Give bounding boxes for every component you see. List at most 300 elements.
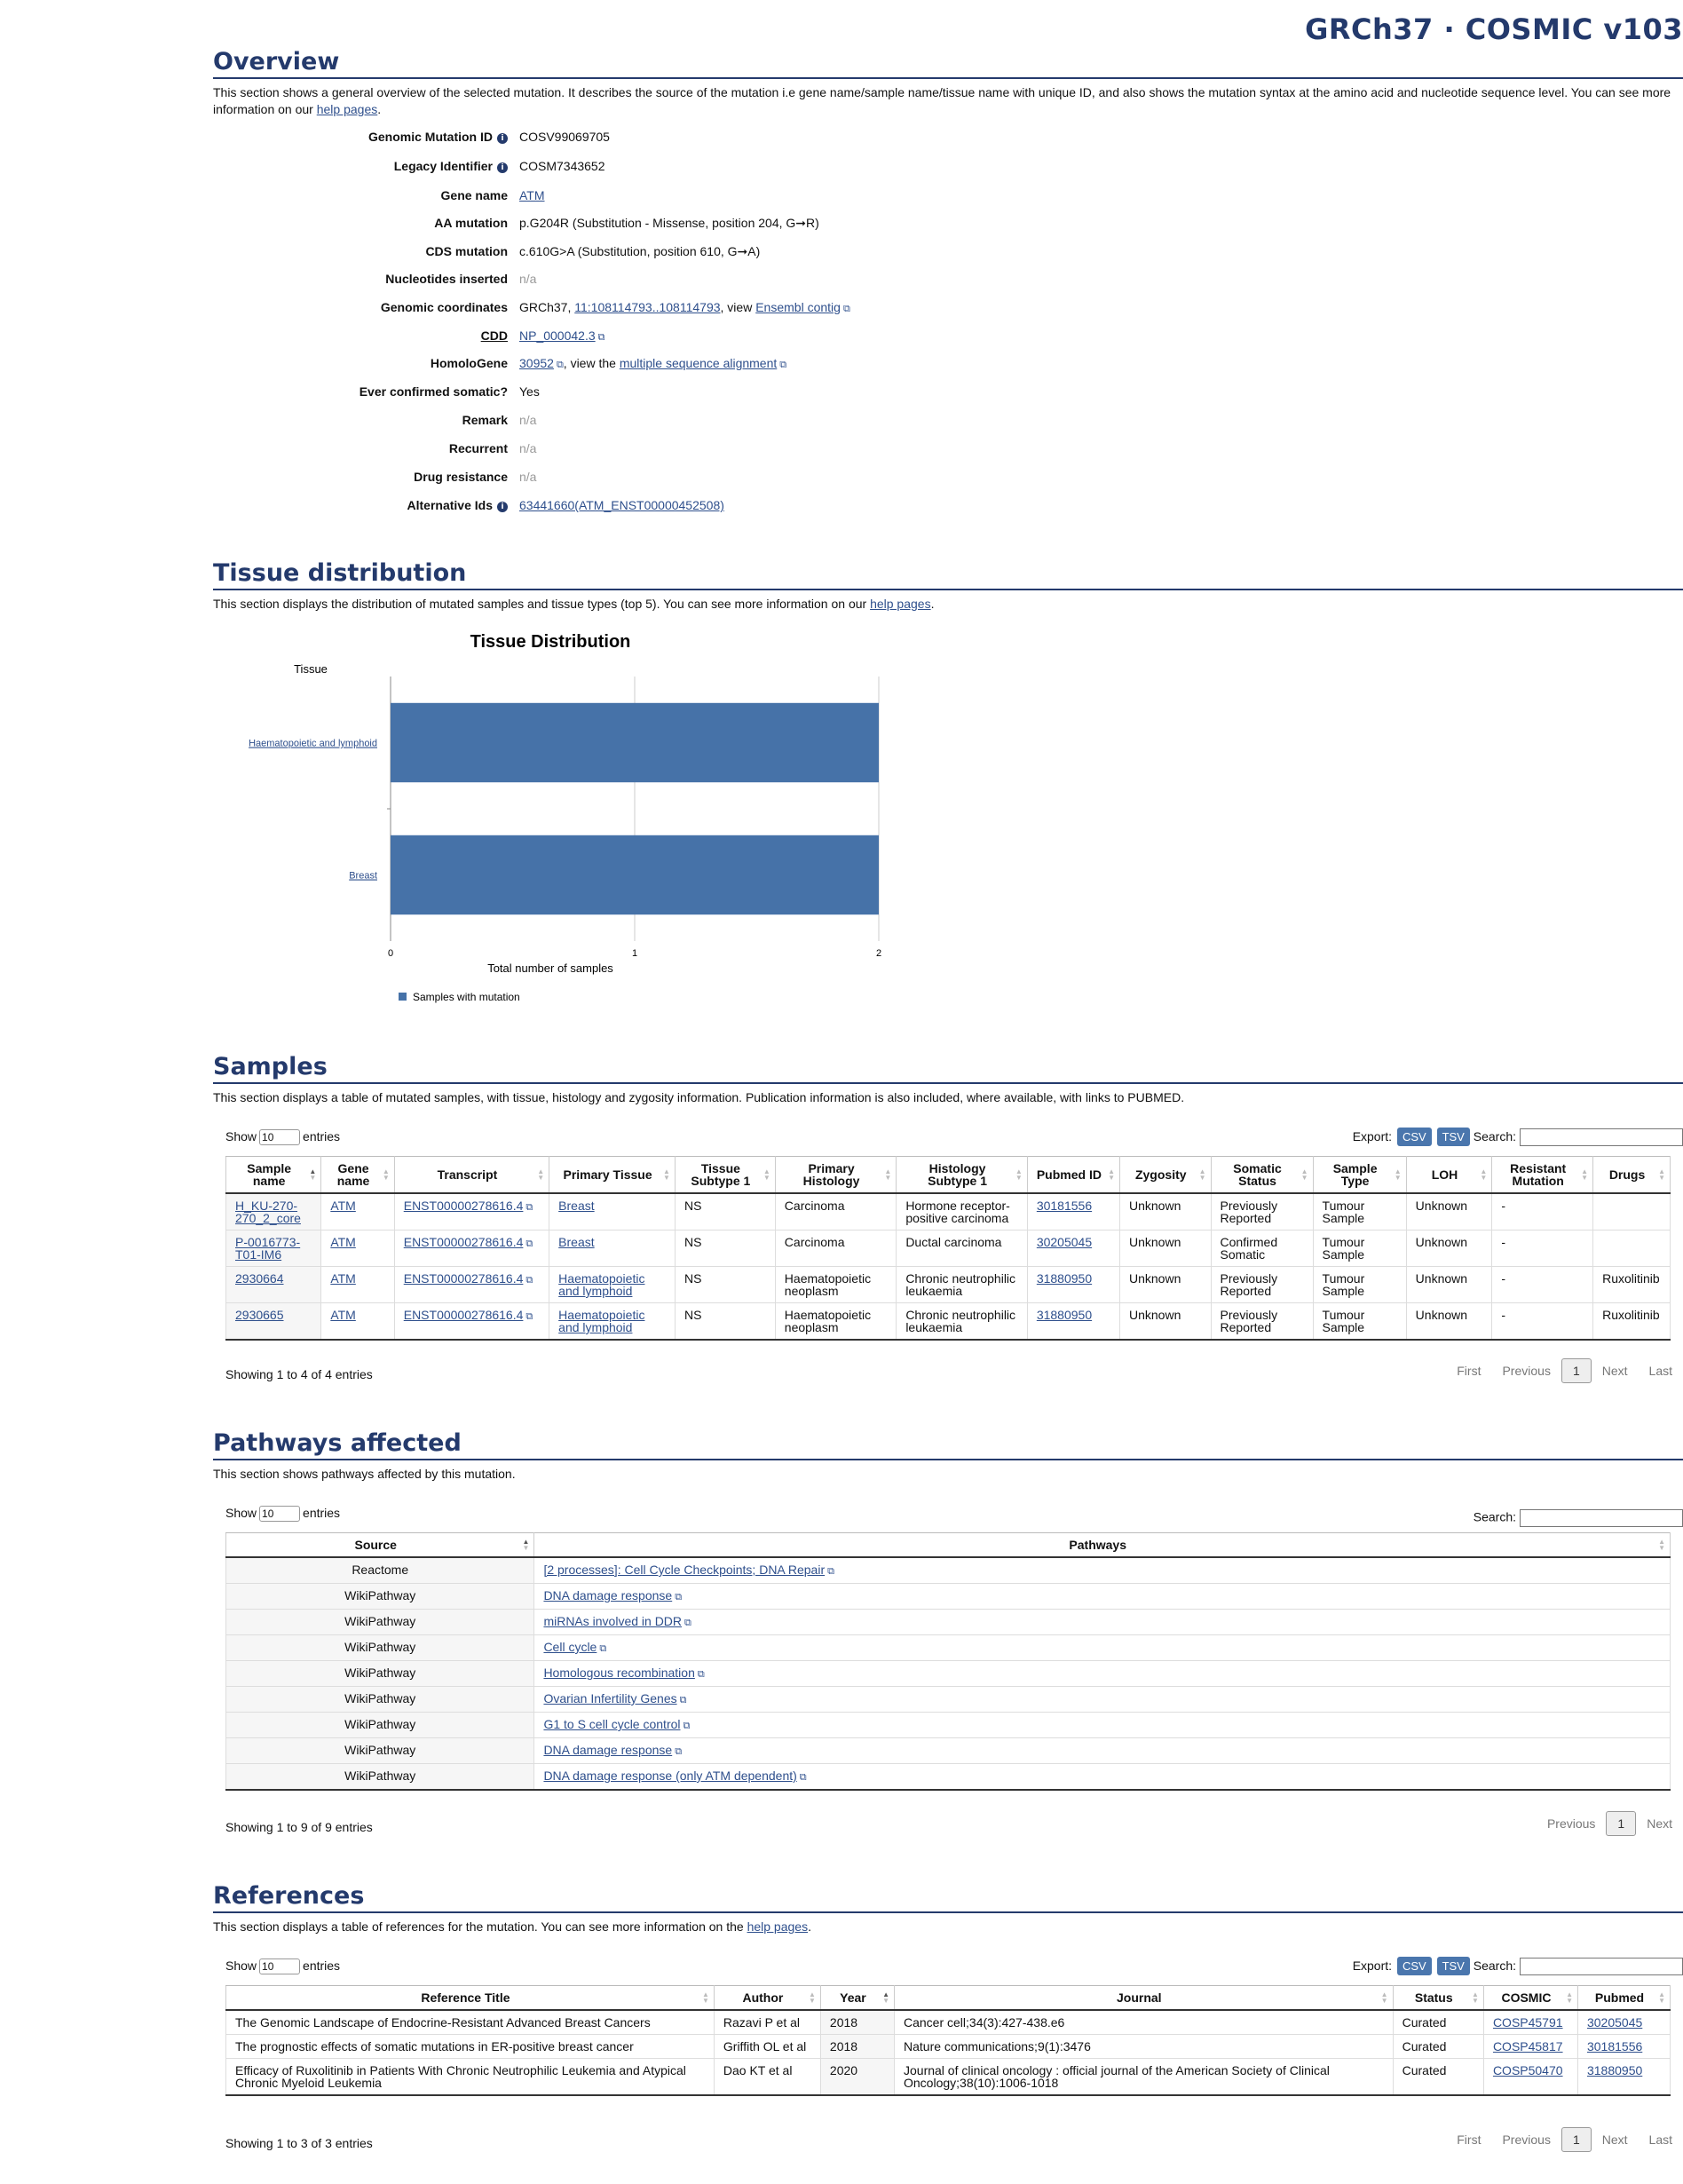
- pathways-description: This section shows pathways affected by this mutation.: [213, 1467, 516, 1481]
- column-header-journal[interactable]: Journal ▲ ▼: [895, 1986, 1394, 2011]
- cell-text: Tumour Sample: [1322, 1308, 1365, 1334]
- table-row: [226, 1738, 1671, 1764]
- gene-name-label: Gene name: [440, 188, 508, 202]
- table-row: [226, 1713, 1671, 1738]
- table-cell: [534, 1584, 1671, 1610]
- cell-link[interactable]: Ovarian Infertility Genes: [543, 1691, 677, 1705]
- cell-link[interactable]: Breast: [558, 1199, 595, 1213]
- alt-ids-link[interactable]: 63441660(ATM_ENST00000452508): [519, 498, 724, 512]
- external-link-icon: ⧉: [697, 1669, 705, 1680]
- tsv-button[interactable]: TSV: [1437, 1957, 1470, 1975]
- column-header-pubmed-id[interactable]: Pubmed ID ▲ ▼: [1027, 1157, 1119, 1194]
- pathways-section: [213, 1429, 1683, 1847]
- alignment-link[interactable]: multiple sequence alignment: [619, 356, 778, 370]
- sort-icon: ▲ ▼: [762, 1167, 770, 1182]
- legacy-id-value: COSM7343652: [519, 159, 605, 173]
- tissue-description: This section displays the distribution of mutated samples and tissue types (top 5). You can see more information on our help pages.: [213, 597, 935, 611]
- cell-text: WikiPathway: [344, 1640, 416, 1654]
- cell-link[interactable]: Haematopoietic and lymphoid: [558, 1271, 645, 1298]
- cell-link[interactable]: 30181556: [1036, 1199, 1093, 1213]
- gene-link[interactable]: ATM: [519, 188, 545, 202]
- references-info: Showing 1 to 3 of 3 entries: [225, 2136, 373, 2150]
- table-cell: [897, 1267, 1028, 1303]
- table-cell: [1211, 1267, 1313, 1303]
- drug-resistance-value: n/a: [519, 470, 537, 484]
- cds-mutation-label: CDS mutation: [425, 244, 508, 258]
- table-cell: [897, 1303, 1028, 1341]
- cell-link[interactable]: ATM: [330, 1308, 356, 1322]
- cell-text: Nature communications;9(1):3476: [904, 2039, 1091, 2053]
- table-cell: [675, 1230, 775, 1267]
- table-cell: [1211, 1303, 1313, 1341]
- sort-icon: ▲ ▼: [1015, 1167, 1023, 1182]
- cell-text: -: [1501, 1271, 1505, 1286]
- table-cell: [1027, 1193, 1119, 1230]
- table-row: [226, 1584, 1671, 1610]
- table-cell: [1313, 1303, 1406, 1341]
- table-cell: [1211, 1230, 1313, 1267]
- ensembl-contig-link[interactable]: Ensembl contig: [755, 300, 841, 314]
- table-cell: [1593, 1230, 1671, 1267]
- page-next[interactable]: Next: [1647, 1816, 1672, 1831]
- alt-ids-label: Alternative Ids: [407, 498, 493, 512]
- column-header-zygosity[interactable]: Zygosity ▲ ▼: [1119, 1157, 1211, 1194]
- aa-mutation-label: AA mutation: [434, 216, 508, 230]
- column-header-primary-tissue[interactable]: Primary Tissue ▲ ▼: [549, 1157, 676, 1194]
- page-next[interactable]: Next: [1601, 1364, 1628, 1378]
- table-cell: [1313, 1193, 1406, 1230]
- external-link-icon: ⧉: [525, 1311, 533, 1322]
- samples-export-search: Export: CSV TSV Search:: [1353, 1128, 1683, 1146]
- cell-link[interactable]: COSP45817: [1492, 2039, 1563, 2053]
- cell-link[interactable]: Cell cycle: [543, 1640, 597, 1654]
- cell-text: Chronic neutrophilic leukaemia: [905, 1308, 1016, 1334]
- table-cell: [226, 2010, 715, 2035]
- references-table: [225, 1985, 1671, 2096]
- cell-text: Griffith OL et al: [723, 2039, 807, 2053]
- tissue-section: [213, 559, 1683, 613]
- table-cell: [1313, 1230, 1406, 1267]
- table-cell: [895, 2010, 1394, 2035]
- column-header-pubmed[interactable]: Pubmed ▲ ▼: [1577, 1986, 1670, 2011]
- column-header-histology-subtype-1[interactable]: Histology Subtype 1 ▲ ▼: [897, 1157, 1028, 1194]
- cell-text: Unknown: [1128, 1271, 1181, 1286]
- cell-text: The Genomic Landscape of Endocrine-Resistant Advanced Breast Cancers: [235, 2015, 651, 2030]
- table-cell: [1577, 2059, 1670, 2096]
- cell-text: Tumour Sample: [1322, 1199, 1365, 1225]
- column-header-status[interactable]: Status ▲ ▼: [1393, 1986, 1483, 2011]
- cell-link[interactable]: 31880950: [1036, 1308, 1093, 1322]
- table-cell: [675, 1303, 775, 1341]
- sort-icon: ▲ ▼: [1472, 1990, 1479, 2005]
- cell-link[interactable]: P-0016773-T01-IM6: [235, 1235, 301, 1262]
- cell-link[interactable]: COSP50470: [1492, 2063, 1563, 2077]
- x-tick-label: 1: [631, 948, 638, 959]
- table-cell: [226, 1687, 534, 1713]
- table-cell: [226, 1584, 534, 1610]
- column-header-source[interactable]: Source ▲ ▼: [226, 1533, 534, 1558]
- references-title: References: [213, 1882, 1683, 1913]
- cell-text: Confirmed Somatic: [1220, 1235, 1278, 1262]
- table-row: [226, 1635, 1671, 1661]
- table-cell: [1593, 1303, 1671, 1341]
- page-1[interactable]: 1: [1561, 2127, 1592, 2152]
- table-row: [226, 1687, 1671, 1713]
- table-cell: [820, 2010, 894, 2035]
- legend-swatch: [399, 993, 407, 1001]
- table-cell: [534, 1635, 1671, 1661]
- page-1[interactable]: 1: [1606, 1811, 1636, 1836]
- coords-link[interactable]: 11:108114793..108114793: [574, 300, 721, 314]
- cell-text: Carcinoma: [784, 1199, 845, 1213]
- external-link-icon: ⧉: [675, 1592, 683, 1602]
- cell-link[interactable]: COSP45791: [1492, 2015, 1563, 2030]
- y-tick-label[interactable]: Breast: [349, 870, 377, 882]
- table-row: [226, 1610, 1671, 1635]
- cell-text: WikiPathway: [344, 1666, 416, 1680]
- table-cell: [534, 1687, 1671, 1713]
- sort-icon: ▲ ▼: [309, 1167, 317, 1182]
- table-cell: [1027, 1267, 1119, 1303]
- cell-text: Unknown: [1128, 1235, 1181, 1249]
- external-link-icon: ⧉: [597, 332, 605, 343]
- cell-text: WikiPathway: [344, 1717, 416, 1731]
- column-header-sample-type[interactable]: Sample Type ▲ ▼: [1313, 1157, 1406, 1194]
- table-cell: [1119, 1230, 1211, 1267]
- table-cell: [226, 1635, 534, 1661]
- aa-mutation-value: p.G204R (Substitution - Missense, position 204, G➞R): [519, 216, 819, 230]
- table-cell: [1393, 2035, 1483, 2059]
- info-icon[interactable]: i: [497, 502, 508, 512]
- cell-text: NS: [683, 1199, 702, 1213]
- cell-link[interactable]: 2930664: [235, 1271, 284, 1286]
- info-icon[interactable]: i: [497, 133, 508, 144]
- remark-value: n/a: [519, 413, 537, 427]
- table-row: [226, 1661, 1671, 1687]
- homologene-link[interactable]: 30952: [519, 356, 554, 370]
- sort-icon: ▲ ▼: [382, 1167, 390, 1182]
- cell-link[interactable]: DNA damage response (only ATM dependent): [543, 1769, 797, 1783]
- cell-link[interactable]: 30181556: [1586, 2039, 1643, 2053]
- cell-text: -: [1501, 1308, 1505, 1322]
- cell-link[interactable]: ATM: [330, 1235, 356, 1249]
- column-header-author[interactable]: Author ▲ ▼: [714, 1986, 820, 2011]
- table-cell: [895, 2059, 1394, 2096]
- references-export-search: Export: CSV TSV Search:: [1353, 1957, 1683, 1975]
- tsv-button[interactable]: TSV: [1437, 1128, 1470, 1146]
- table-row: [226, 1764, 1671, 1791]
- bar-haematopoietic-and-lymphoid[interactable]: [391, 703, 879, 782]
- cell-link[interactable]: H_KU-270-270_2_core: [235, 1199, 301, 1225]
- cell-link[interactable]: 30205045: [1586, 2015, 1643, 2030]
- table-cell: [1027, 1303, 1119, 1341]
- page-previous[interactable]: Previous: [1546, 1816, 1596, 1831]
- y-axis-label: Tissue: [294, 662, 328, 676]
- external-link-icon: ⧉: [779, 360, 787, 370]
- page-previous[interactable]: Previous: [1502, 1364, 1551, 1378]
- y-tick-label[interactable]: Haematopoietic and lymphoid: [249, 738, 377, 749]
- external-link-icon: ⧉: [525, 1238, 533, 1249]
- help-pages-link[interactable]: help pages: [747, 1919, 809, 1934]
- references-description: This section displays a table of references for the mutation. You can see more information on the help pages.: [213, 1919, 811, 1934]
- cell-text: 2020: [829, 2063, 858, 2077]
- table-cell: [321, 1303, 394, 1341]
- cell-link[interactable]: ENST00000278616.4: [403, 1235, 524, 1249]
- cell-text: -: [1501, 1199, 1505, 1213]
- cell-text: NS: [683, 1235, 702, 1249]
- legend-label: Samples with mutation: [413, 991, 520, 1003]
- table-cell: [226, 1764, 534, 1791]
- search-input[interactable]: [1520, 1509, 1683, 1527]
- bar-breast[interactable]: [391, 835, 879, 914]
- entries-select[interactable]: 10: [259, 1129, 300, 1145]
- cell-text: Previously Reported: [1220, 1271, 1278, 1298]
- table-cell: [534, 1764, 1671, 1791]
- column-header-tissue-subtype-1[interactable]: Tissue Subtype 1 ▲ ▼: [675, 1157, 775, 1194]
- pathways-info: Showing 1 to 9 of 9 entries: [225, 1820, 373, 1834]
- table-row: [226, 1267, 1671, 1303]
- table-cell: [1492, 1303, 1593, 1341]
- table-cell: [394, 1193, 549, 1230]
- genomic-id-label: Genomic Mutation ID: [368, 130, 493, 144]
- cell-text: Curated: [1402, 2015, 1447, 2030]
- cds-mutation-value: c.610G>A (Substitution, position 610, G➞A): [519, 244, 761, 258]
- sort-icon: ▲ ▼: [1300, 1167, 1308, 1182]
- cell-text: Haematopoietic neoplasm: [784, 1271, 872, 1298]
- search-input[interactable]: [1520, 1958, 1683, 1975]
- table-cell: [1313, 1267, 1406, 1303]
- cell-link[interactable]: [2 processes]: Cell Cycle Checkpoints; DNA Repair: [543, 1563, 826, 1577]
- table-row: [226, 1557, 1671, 1584]
- cell-text: WikiPathway: [344, 1691, 416, 1705]
- cell-link[interactable]: 31880950: [1036, 1271, 1093, 1286]
- coords-label: Genomic coordinates: [380, 300, 508, 314]
- references-section: [213, 1882, 1683, 2166]
- page-last[interactable]: Last: [1648, 2133, 1672, 2147]
- cell-text: Unknown: [1128, 1308, 1181, 1322]
- help-pages-link[interactable]: help pages: [870, 597, 931, 611]
- column-header-gene-name[interactable]: Gene name ▲ ▼: [321, 1157, 394, 1194]
- nucleotides-value: n/a: [519, 272, 537, 286]
- info-icon[interactable]: i: [497, 162, 508, 173]
- cell-link[interactable]: DNA damage response: [543, 1588, 673, 1602]
- cell-link[interactable]: 2930665: [235, 1308, 284, 1322]
- x-axis-label: Total number of samples: [487, 961, 613, 975]
- cell-link[interactable]: Homologous recombination: [543, 1666, 695, 1680]
- cell-text: Journal of clinical oncology : official journal of the American Society of Clinical Oncology;38(10):1006-1018: [904, 2063, 1330, 2090]
- table-cell: [226, 1267, 321, 1303]
- table-cell: [775, 1193, 897, 1230]
- cell-text: NS: [683, 1308, 702, 1322]
- samples-description: This section displays a table of mutated samples, with tissue, histology and zygosity information. Publication information is also included, where available, with links to PUBMED.: [213, 1090, 1185, 1104]
- table-cell: [775, 1267, 897, 1303]
- column-header-primary-histology[interactable]: Primary Histology ▲ ▼: [775, 1157, 897, 1194]
- column-header-loh[interactable]: LOH ▲ ▼: [1406, 1157, 1492, 1194]
- column-header-somatic-status[interactable]: Somatic Status ▲ ▼: [1211, 1157, 1313, 1194]
- chart-title: Tissue Distribution: [470, 632, 631, 652]
- table-cell: [775, 1303, 897, 1341]
- help-pages-link[interactable]: help pages: [316, 102, 378, 116]
- table-cell: [820, 2035, 894, 2059]
- sort-icon: ▲ ▼: [884, 1167, 892, 1182]
- overview-section: [213, 48, 1683, 512]
- page-last[interactable]: Last: [1648, 1364, 1672, 1378]
- cell-link[interactable]: Breast: [558, 1235, 595, 1249]
- genomic-id-value: COSV99069705: [519, 130, 610, 144]
- table-cell: [675, 1193, 775, 1230]
- table-cell: [534, 1738, 1671, 1764]
- cell-text: Tumour Sample: [1322, 1271, 1365, 1298]
- nucleotides-label: Nucleotides inserted: [385, 272, 508, 286]
- table-cell: [1593, 1193, 1671, 1230]
- table-cell: [226, 2059, 715, 2096]
- cell-text: Ruxolitinib: [1602, 1308, 1660, 1322]
- table-cell: [534, 1557, 1671, 1584]
- table-cell: [1119, 1267, 1211, 1303]
- cell-text: Haematopoietic neoplasm: [784, 1308, 872, 1334]
- cell-link[interactable]: 31880950: [1586, 2063, 1643, 2077]
- overview-description: This section shows a general overview of the selected mutation. It describes the source of the mutation i.e gene name/sample name/tissue name with unique ID, and also shows the mutation syntax at the amino acid and nucleotide sequence level. You can see more information on our help pages.: [213, 85, 1671, 116]
- cell-text: Tumour Sample: [1322, 1235, 1365, 1262]
- cell-link[interactable]: ATM: [330, 1199, 356, 1213]
- table-cell: [1393, 2010, 1483, 2035]
- table-cell: [1483, 2010, 1577, 2035]
- table-cell: [226, 1661, 534, 1687]
- table-cell: [820, 2059, 894, 2096]
- table-cell: [549, 1267, 676, 1303]
- cell-link[interactable]: ENST00000278616.4: [403, 1199, 524, 1213]
- cell-text: -: [1501, 1235, 1505, 1249]
- table-cell: [897, 1230, 1028, 1267]
- table-cell: [394, 1303, 549, 1341]
- table-row: [226, 1303, 1671, 1341]
- table-cell: [1483, 2059, 1577, 2096]
- cdd-link[interactable]: NP_000042.3: [519, 328, 596, 343]
- table-cell: [714, 2035, 820, 2059]
- cell-text: WikiPathway: [344, 1743, 416, 1757]
- external-link-icon: ⧉: [842, 304, 850, 314]
- table-row: [226, 2059, 1671, 2096]
- table-cell: [226, 2035, 715, 2059]
- table-cell: [549, 1230, 676, 1267]
- external-link-icon: ⧉: [599, 1643, 607, 1654]
- column-header-transcript[interactable]: Transcript ▲ ▼: [394, 1157, 549, 1194]
- cell-text: Curated: [1402, 2063, 1447, 2077]
- external-link-icon: ⧉: [827, 1566, 834, 1577]
- search-input[interactable]: [1520, 1128, 1683, 1146]
- column-header-pathways[interactable]: Pathways ▲ ▼: [534, 1533, 1671, 1558]
- cell-text: Efficacy of Ruxolitinib in Patients With Chronic Neutrophilic Leukemia and Atypical Chronic Myeloid Leukemia: [235, 2063, 686, 2090]
- pathways-length-control: Show 10 entries: [225, 1506, 341, 1521]
- column-header-reference-title[interactable]: Reference Title ▲ ▼: [226, 1986, 715, 2011]
- drug-resistance-label: Drug resistance: [414, 470, 508, 484]
- pathways-title: Pathways affected: [213, 1429, 1683, 1460]
- sort-icon: ▲ ▼: [1581, 1167, 1589, 1182]
- samples-pagination: [1446, 1358, 1683, 1383]
- table-cell: [1593, 1267, 1671, 1303]
- site-brand[interactable]: GRCh37 · COSMIC v103: [1305, 12, 1683, 46]
- x-tick-label: 0: [387, 948, 394, 959]
- external-link-icon: ⧉: [525, 1275, 533, 1286]
- column-header-year[interactable]: Year ▲ ▼: [820, 1986, 894, 2011]
- sort-icon: ▲ ▼: [1198, 1167, 1206, 1182]
- sort-icon: ▲ ▼: [1380, 1990, 1388, 2005]
- table-cell: [321, 1230, 394, 1267]
- column-header-resistant-mutation[interactable]: Resistant Mutation ▲ ▼: [1492, 1157, 1593, 1194]
- table-row: [226, 1230, 1671, 1267]
- pathways-table: [225, 1532, 1671, 1791]
- table-cell: [226, 1738, 534, 1764]
- table-cell: [226, 1193, 321, 1230]
- cell-link[interactable]: ATM: [330, 1271, 356, 1286]
- cell-text: Ruxolitinib: [1602, 1271, 1660, 1286]
- sort-icon: ▲ ▼: [1658, 1990, 1665, 2005]
- sort-icon: ▲ ▼: [663, 1167, 670, 1182]
- external-link-icon: ⧉: [683, 1721, 691, 1731]
- page-first[interactable]: First: [1457, 2133, 1482, 2147]
- csv-button[interactable]: CSV: [1397, 1128, 1432, 1146]
- table-cell: [1577, 2035, 1670, 2059]
- entries-select[interactable]: 10: [259, 1958, 300, 1974]
- cell-text: 2018: [829, 2015, 858, 2030]
- table-cell: [1492, 1193, 1593, 1230]
- cell-link[interactable]: G1 to S cell cycle control: [543, 1717, 681, 1731]
- cell-text: WikiPathway: [344, 1769, 416, 1783]
- table-row: [226, 1193, 1671, 1230]
- cdd-label: CDD: [480, 328, 508, 343]
- table-cell: [534, 1661, 1671, 1687]
- cell-link[interactable]: miRNAs involved in DDR: [543, 1614, 683, 1628]
- cell-link[interactable]: DNA damage response: [543, 1743, 673, 1757]
- table-cell: [1577, 2010, 1670, 2035]
- cell-text: Hormone receptor-positive carcinoma: [905, 1199, 1010, 1225]
- recurrent-value: n/a: [519, 441, 537, 455]
- sort-icon: ▲ ▼: [1480, 1167, 1488, 1182]
- cell-link[interactable]: Haematopoietic and lymphoid: [558, 1308, 645, 1334]
- cell-text: The prognostic effects of somatic mutations in ER-positive breast cancer: [235, 2039, 634, 2053]
- cell-text: Reactome: [352, 1563, 409, 1577]
- table-cell: [1211, 1193, 1313, 1230]
- recurrent-label: Recurrent: [448, 441, 508, 455]
- cell-text: NS: [683, 1271, 702, 1286]
- cell-text: Previously Reported: [1220, 1308, 1278, 1334]
- table-cell: [549, 1303, 676, 1341]
- page-1[interactable]: 1: [1561, 1358, 1592, 1383]
- page-previous[interactable]: Previous: [1502, 2133, 1551, 2147]
- column-header-drugs[interactable]: Drugs ▲ ▼: [1593, 1157, 1671, 1194]
- column-header-sample-name[interactable]: Sample name ▲ ▼: [226, 1157, 321, 1194]
- samples-info: Showing 1 to 4 of 4 entries: [225, 1367, 373, 1381]
- cell-link[interactable]: ENST00000278616.4: [403, 1308, 524, 1322]
- table-cell: [534, 1713, 1671, 1738]
- cell-link[interactable]: 30205045: [1036, 1235, 1093, 1249]
- tissue-title: Tissue distribution: [213, 559, 1683, 590]
- external-link-icon: ⧉: [675, 1746, 683, 1757]
- column-header-cosmic[interactable]: COSMIC ▲ ▼: [1483, 1986, 1577, 2011]
- csv-button[interactable]: CSV: [1397, 1957, 1432, 1975]
- cell-link[interactable]: ENST00000278616.4: [403, 1271, 524, 1286]
- entries-select[interactable]: 10: [259, 1506, 300, 1522]
- legacy-id-label: Legacy Identifier: [393, 159, 493, 173]
- cell-text: Dao KT et al: [723, 2063, 793, 2077]
- table-cell: [1119, 1193, 1211, 1230]
- page-first[interactable]: First: [1457, 1364, 1482, 1378]
- coords-value: GRCh37, 11:108114793..108114793, view Ensembl contig ⧉: [519, 300, 850, 314]
- table-cell: [1027, 1230, 1119, 1267]
- cell-text: Unknown: [1415, 1199, 1468, 1213]
- homologene-label: HomoloGene: [430, 356, 508, 370]
- page-next[interactable]: Next: [1601, 2133, 1628, 2147]
